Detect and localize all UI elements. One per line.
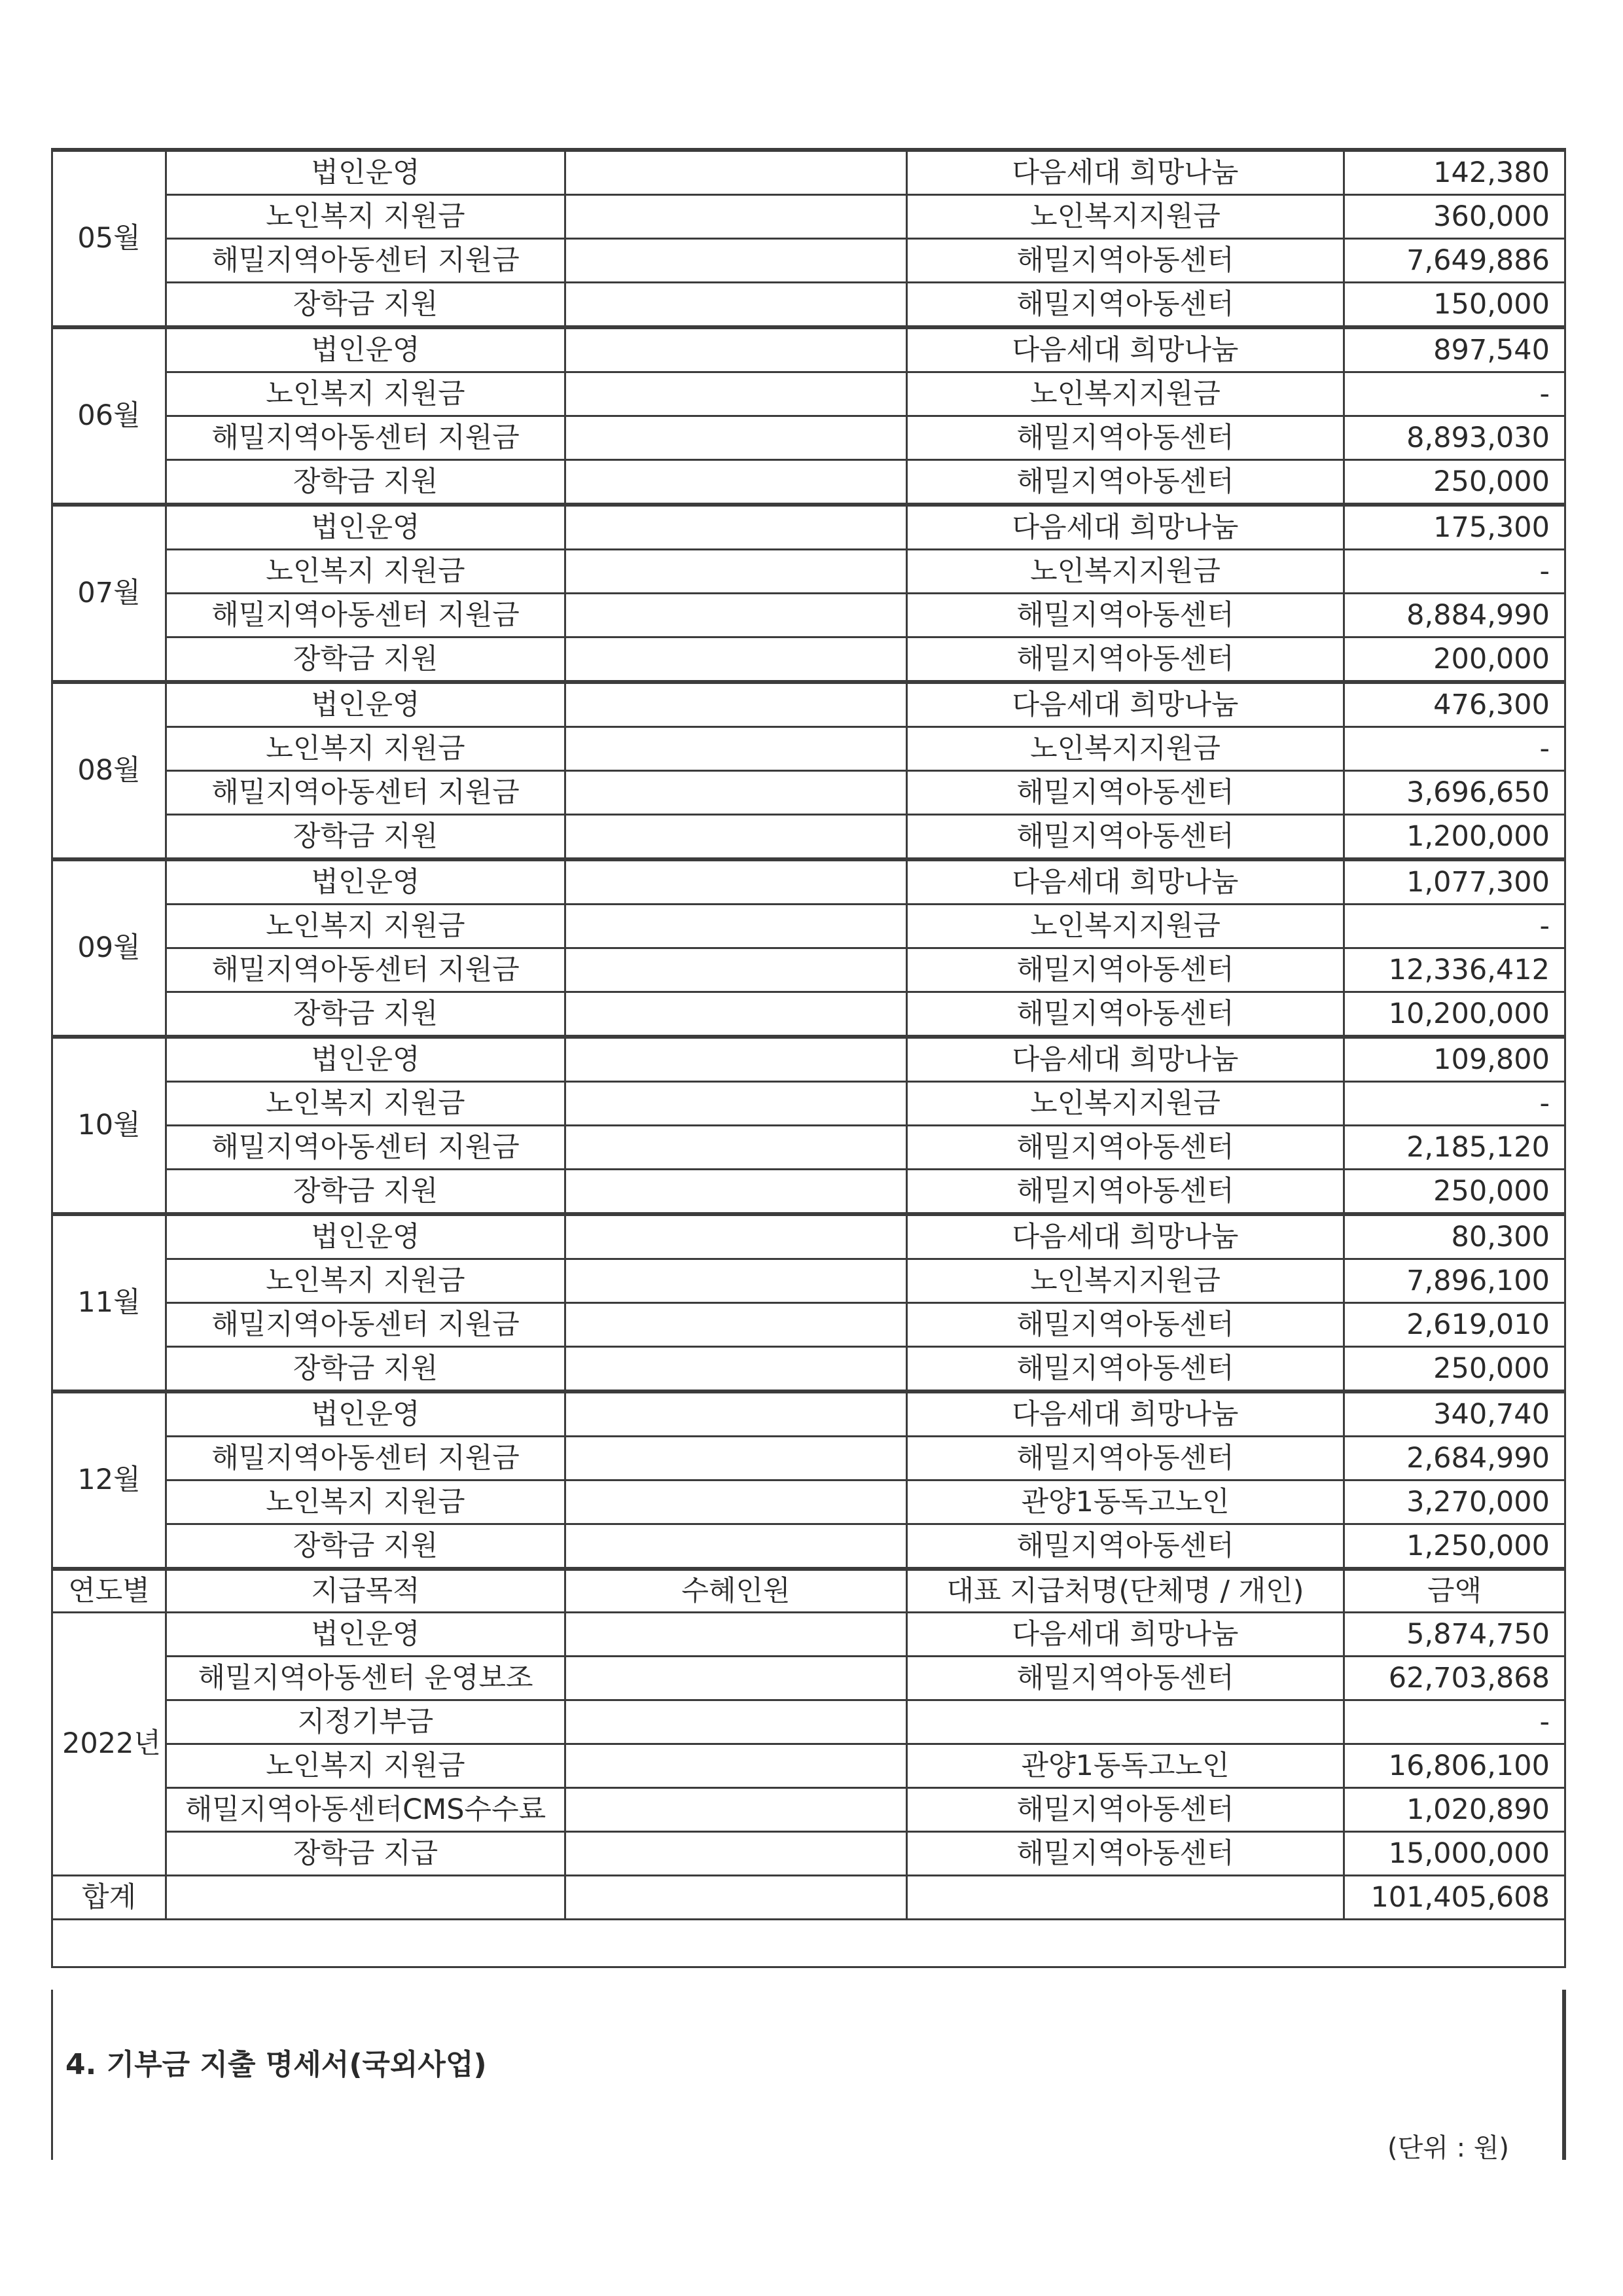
- recipients-cell: [565, 1437, 907, 1480]
- recipients-cell: [565, 505, 907, 550]
- recipients-cell: [565, 1082, 907, 1126]
- recipients-cell: [565, 1788, 907, 1832]
- recipients-cell: [565, 992, 907, 1037]
- month-label: 10월: [52, 1037, 166, 1214]
- amount-cell: 175,300: [1344, 505, 1565, 550]
- payee-cell: 노인복지지원금: [907, 727, 1344, 771]
- recipients-cell: [565, 594, 907, 637]
- header-recipients: 수혜인원: [565, 1569, 907, 1613]
- payee-cell: 해밀지역아동센터: [907, 637, 1344, 683]
- section-title: 4. 기부금 지출 명세서(국외사업): [65, 2048, 487, 2081]
- total-purpose-cell: [166, 1876, 565, 1920]
- table-row: [52, 1259, 1565, 1303]
- recipients-cell: [565, 948, 907, 992]
- month-label: 12월: [52, 1391, 166, 1569]
- header-amount: 금액: [1344, 1569, 1565, 1613]
- amount-cell: -: [1344, 372, 1565, 416]
- payee-cell: 노인복지지원금: [907, 1082, 1344, 1126]
- amount-cell: 8,884,990: [1344, 594, 1565, 637]
- table-row: [52, 283, 1565, 328]
- table-row: [52, 637, 1565, 683]
- total-recipients-cell: [565, 1876, 907, 1920]
- recipients-cell: [565, 416, 907, 460]
- recipients-cell: [565, 239, 907, 283]
- purpose-cell: 해밀지역아동센터 지원금: [166, 416, 565, 460]
- table-row: [52, 1214, 1565, 1259]
- payee-cell: 해밀지역아동센터: [907, 815, 1344, 860]
- purpose-cell: 장학금 지급: [166, 1832, 565, 1876]
- table-row: [52, 1524, 1565, 1570]
- recipients-cell: [565, 1524, 907, 1570]
- amount-cell: 3,696,650: [1344, 771, 1565, 815]
- amount-cell: 250,000: [1344, 1347, 1565, 1392]
- total-row: [52, 1876, 1565, 1920]
- donation-expense-table: [51, 148, 1566, 1968]
- table-row: [52, 948, 1565, 992]
- amount-cell: 476,300: [1344, 682, 1565, 727]
- table-row: [52, 1613, 1565, 1657]
- purpose-cell: 장학금 지원: [166, 1524, 565, 1570]
- table-row: [52, 1037, 1565, 1082]
- recipients-cell: [565, 1657, 907, 1700]
- purpose-cell: 해밀지역아동센터 지원금: [166, 1437, 565, 1480]
- recipients-cell: [565, 1832, 907, 1876]
- total-amount: 101,405,608: [1344, 1876, 1565, 1920]
- amount-cell: -: [1344, 550, 1565, 594]
- purpose-cell: 장학금 지원: [166, 460, 565, 505]
- purpose-cell: 노인복지 지원금: [166, 195, 565, 239]
- recipients-cell: [565, 1214, 907, 1259]
- amount-cell: 7,649,886: [1344, 239, 1565, 283]
- table-row: [52, 682, 1565, 727]
- payee-cell: 노인복지지원금: [907, 1259, 1344, 1303]
- payee-cell: 다음세대 희망나눔: [907, 1613, 1344, 1657]
- payee-cell: 해밀지역아동센터: [907, 416, 1344, 460]
- table-row: [52, 859, 1565, 905]
- payee-cell: 다음세대 희망나눔: [907, 1037, 1344, 1082]
- payee-cell: [907, 1700, 1344, 1744]
- amount-cell: -: [1344, 727, 1565, 771]
- payee-cell: 해밀지역아동센터: [907, 1437, 1344, 1480]
- purpose-cell: 법인운영: [166, 150, 565, 195]
- amount-cell: 897,540: [1344, 327, 1565, 372]
- recipients-cell: [565, 1303, 907, 1347]
- table-row: [52, 505, 1565, 550]
- amount-cell: 1,250,000: [1344, 1524, 1565, 1570]
- payee-cell: 다음세대 희망나눔: [907, 1391, 1344, 1437]
- table-row: [52, 1480, 1565, 1524]
- payee-cell: 해밀지역아동센터: [907, 1347, 1344, 1392]
- purpose-cell: 해밀지역아동센터 지원금: [166, 239, 565, 283]
- payee-cell: 다음세대 희망나눔: [907, 327, 1344, 372]
- spacer-row: [52, 1920, 1565, 1967]
- table-row: [52, 1303, 1565, 1347]
- amount-cell: 10,200,000: [1344, 992, 1565, 1037]
- purpose-cell: 법인운영: [166, 1391, 565, 1437]
- purpose-cell: 노인복지 지원금: [166, 550, 565, 594]
- purpose-cell: 해밀지역아동센터 지원금: [166, 948, 565, 992]
- payee-cell: 해밀지역아동센터: [907, 1126, 1344, 1170]
- year-label: 2022년: [52, 1613, 166, 1876]
- recipients-cell: [565, 1480, 907, 1524]
- amount-cell: 1,077,300: [1344, 859, 1565, 905]
- recipients-cell: [565, 682, 907, 727]
- purpose-cell: 해밀지역아동센터 운영보조: [166, 1657, 565, 1700]
- recipients-cell: [565, 1744, 907, 1788]
- purpose-cell: 해밀지역아동센터CMS수수료: [166, 1788, 565, 1832]
- payee-cell: 다음세대 희망나눔: [907, 1214, 1344, 1259]
- table-row: [52, 1126, 1565, 1170]
- amount-cell: -: [1344, 1082, 1565, 1126]
- purpose-cell: 장학금 지원: [166, 283, 565, 328]
- table-row: [52, 1347, 1565, 1392]
- payee-cell: 관양1동독고노인: [907, 1744, 1344, 1788]
- amount-cell: 142,380: [1344, 150, 1565, 195]
- recipients-cell: [565, 195, 907, 239]
- recipients-cell: [565, 815, 907, 860]
- table-row: [52, 195, 1565, 239]
- purpose-cell: 노인복지 지원금: [166, 1480, 565, 1524]
- payee-cell: 해밀지역아동센터: [907, 594, 1344, 637]
- purpose-cell: 해밀지역아동센터 지원금: [166, 771, 565, 815]
- amount-cell: 62,703,868: [1344, 1657, 1565, 1700]
- amount-cell: 1,020,890: [1344, 1788, 1565, 1832]
- purpose-cell: 노인복지 지원금: [166, 372, 565, 416]
- payee-cell: 다음세대 희망나눔: [907, 150, 1344, 195]
- total-label: 합계: [52, 1876, 166, 1920]
- table-row: [52, 416, 1565, 460]
- recipients-cell: [565, 1259, 907, 1303]
- amount-cell: 2,684,990: [1344, 1437, 1565, 1480]
- recipients-cell: [565, 1613, 907, 1657]
- payee-cell: 해밀지역아동센터: [907, 1832, 1344, 1876]
- purpose-cell: 해밀지역아동센터 지원금: [166, 594, 565, 637]
- amount-cell: -: [1344, 905, 1565, 948]
- table-row: [52, 1657, 1565, 1700]
- purpose-cell: 법인운영: [166, 859, 565, 905]
- amount-cell: 16,806,100: [1344, 1744, 1565, 1788]
- purpose-cell: 해밀지역아동센터 지원금: [166, 1303, 565, 1347]
- payee-cell: 다음세대 희망나눔: [907, 682, 1344, 727]
- payee-cell: 해밀지역아동센터: [907, 1788, 1344, 1832]
- table-body: [52, 150, 1565, 1967]
- amount-cell: 8,893,030: [1344, 416, 1565, 460]
- recipients-cell: [565, 1700, 907, 1744]
- purpose-cell: 법인운영: [166, 1214, 565, 1259]
- payee-cell: 해밀지역아동센터: [907, 771, 1344, 815]
- month-label: 05월: [52, 150, 166, 327]
- table-row: [52, 1082, 1565, 1126]
- recipients-cell: [565, 637, 907, 683]
- table-row: [52, 1437, 1565, 1480]
- payee-cell: 해밀지역아동센터: [907, 1303, 1344, 1347]
- table-row: [52, 1391, 1565, 1437]
- payee-cell: 노인복지지원금: [907, 905, 1344, 948]
- purpose-cell: 법인운영: [166, 505, 565, 550]
- payee-cell: 해밀지역아동센터: [907, 283, 1344, 328]
- purpose-cell: 법인운영: [166, 327, 565, 372]
- spacer-cell: [52, 1920, 1565, 1967]
- table-row: [52, 815, 1565, 860]
- amount-cell: 340,740: [1344, 1391, 1565, 1437]
- unit-label: (단위 : 원): [1387, 2133, 1510, 2163]
- purpose-cell: 장학금 지원: [166, 992, 565, 1037]
- table-row: [52, 150, 1565, 195]
- purpose-cell: 장학금 지원: [166, 815, 565, 860]
- purpose-cell: 장학금 지원: [166, 1347, 565, 1392]
- amount-cell: -: [1344, 1700, 1565, 1744]
- header-year: 연도별: [52, 1569, 166, 1613]
- payee-cell: 노인복지지원금: [907, 195, 1344, 239]
- table-row: [52, 771, 1565, 815]
- purpose-cell: 법인운영: [166, 1613, 565, 1657]
- total-payee-cell: [907, 1876, 1344, 1920]
- purpose-cell: 법인운영: [166, 1037, 565, 1082]
- month-label: 11월: [52, 1214, 166, 1391]
- amount-cell: 2,619,010: [1344, 1303, 1565, 1347]
- recipients-cell: [565, 550, 907, 594]
- payee-cell: 다음세대 희망나눔: [907, 505, 1344, 550]
- table-row: [52, 1832, 1565, 1876]
- amount-cell: 3,270,000: [1344, 1480, 1565, 1524]
- table-row: [52, 239, 1565, 283]
- purpose-cell: 노인복지 지원금: [166, 1259, 565, 1303]
- month-label: 09월: [52, 859, 166, 1037]
- purpose-cell: 해밀지역아동센터 지원금: [166, 1126, 565, 1170]
- table-row: [52, 1700, 1565, 1744]
- table-row: [52, 1744, 1565, 1788]
- month-label: 08월: [52, 682, 166, 859]
- table-row: [52, 460, 1565, 505]
- recipients-cell: [565, 283, 907, 328]
- purpose-cell: 노인복지 지원금: [166, 1744, 565, 1788]
- amount-cell: 2,185,120: [1344, 1126, 1565, 1170]
- payee-cell: 해밀지역아동센터: [907, 1170, 1344, 1215]
- purpose-cell: 노인복지 지원금: [166, 905, 565, 948]
- table-row: [52, 327, 1565, 372]
- purpose-cell: 장학금 지원: [166, 1170, 565, 1215]
- recipients-cell: [565, 460, 907, 505]
- amount-cell: 12,336,412: [1344, 948, 1565, 992]
- amount-cell: 5,874,750: [1344, 1613, 1565, 1657]
- purpose-cell: 법인운영: [166, 682, 565, 727]
- recipients-cell: [565, 727, 907, 771]
- table-row: [52, 594, 1565, 637]
- recipients-cell: [565, 1126, 907, 1170]
- amount-cell: 80,300: [1344, 1214, 1565, 1259]
- recipients-cell: [565, 905, 907, 948]
- payee-cell: 해밀지역아동센터: [907, 1524, 1344, 1570]
- header-purpose: 지급목적: [166, 1569, 565, 1613]
- header-row: [52, 1569, 1565, 1613]
- amount-cell: 1,200,000: [1344, 815, 1565, 860]
- recipients-cell: [565, 771, 907, 815]
- table-row: [52, 727, 1565, 771]
- amount-cell: 250,000: [1344, 1170, 1565, 1215]
- payee-cell: 노인복지지원금: [907, 550, 1344, 594]
- recipients-cell: [565, 1170, 907, 1215]
- recipients-cell: [565, 372, 907, 416]
- payee-cell: 해밀지역아동센터: [907, 1657, 1344, 1700]
- purpose-cell: 장학금 지원: [166, 637, 565, 683]
- payee-cell: 해밀지역아동센터: [907, 948, 1344, 992]
- amount-cell: 15,000,000: [1344, 1832, 1565, 1876]
- amount-cell: 360,000: [1344, 195, 1565, 239]
- purpose-cell: 노인복지 지원금: [166, 1082, 565, 1126]
- payee-cell: 다음세대 희망나눔: [907, 859, 1344, 905]
- payee-cell: 해밀지역아동센터: [907, 992, 1344, 1037]
- payee-cell: 해밀지역아동센터: [907, 239, 1344, 283]
- recipients-cell: [565, 1391, 907, 1437]
- payee-cell: 관양1동독고노인: [907, 1480, 1344, 1524]
- amount-cell: 250,000: [1344, 460, 1565, 505]
- table-row: [52, 1170, 1565, 1215]
- table-row: [52, 905, 1565, 948]
- month-label: 06월: [52, 327, 166, 505]
- amount-cell: 109,800: [1344, 1037, 1565, 1082]
- purpose-cell: 지정기부금: [166, 1700, 565, 1744]
- amount-cell: 150,000: [1344, 283, 1565, 328]
- header-payee: 대표 지급처명(단체명 / 개인): [907, 1569, 1344, 1613]
- table-row: [52, 550, 1565, 594]
- recipients-cell: [565, 1037, 907, 1082]
- purpose-cell: 노인복지 지원금: [166, 727, 565, 771]
- amount-cell: 200,000: [1344, 637, 1565, 683]
- month-label: 07월: [52, 505, 166, 682]
- recipients-cell: [565, 1347, 907, 1392]
- table-row: [52, 1788, 1565, 1832]
- table-row: [52, 992, 1565, 1037]
- recipients-cell: [565, 327, 907, 372]
- payee-cell: 해밀지역아동센터: [907, 460, 1344, 505]
- recipients-cell: [565, 859, 907, 905]
- recipients-cell: [565, 150, 907, 195]
- table-row: [52, 372, 1565, 416]
- payee-cell: 노인복지지원금: [907, 372, 1344, 416]
- amount-cell: 7,896,100: [1344, 1259, 1565, 1303]
